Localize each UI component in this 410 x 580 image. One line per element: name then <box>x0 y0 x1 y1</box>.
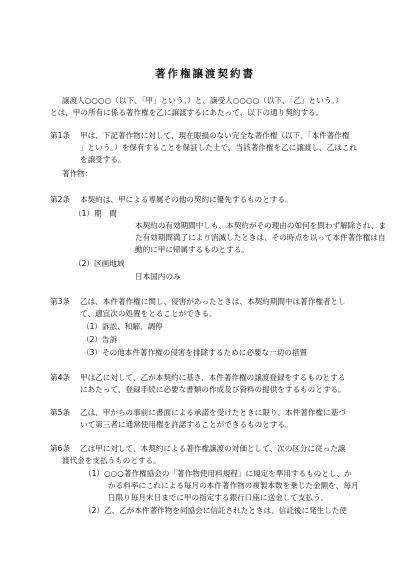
article-3-line-2: て、適宜次の処置をとることができる。 <box>80 309 217 318</box>
article-2-item-1-line-2: た有効期間満了により消滅したときは、その時点を以って本件著作権は自 <box>135 233 386 242</box>
article-2-text: 本契約は、甲による専属その他の契約に優先するものとする。 <box>80 195 293 204</box>
article-1-text-1: 甲は、下記著作物に対して、現在眼損のない完全な著作権（以下、「本件著作権 <box>80 131 350 140</box>
article-6-line-1 <box>50 443 345 456</box>
article-2-item-2-text: 日本国内のみ <box>135 272 181 281</box>
article-5-line-1 <box>50 407 346 420</box>
document-title: 著作権譲渡契約書 <box>155 68 255 80</box>
article-6-item-1-line-3: 日限り毎月末日までに甲の指定する銀行口座に送金して支払う。 <box>108 493 329 502</box>
article-4-line-2: にあたって、登録手続に必要な書類の作成及び資料の提供をするものとする。 <box>80 385 346 394</box>
article-6-item-2-line-1: （2）乙、乙が本件著作物を同協会に信託されたときは、信託後に発生した使 <box>84 506 348 515</box>
work-label: 著作物： <box>62 169 93 178</box>
article-2-item-1-line-3: 動的に甲に帰属するものとする。 <box>135 245 249 254</box>
article-3-item-3: （3）その他本件著作権の侵害を排除するために必要な一切の措置 <box>82 348 308 357</box>
article-2-item-1-label: （1）期 間 <box>74 209 117 218</box>
article-2-item-1-line-1: 本契約の有効期間中しも、本契約がその理由の如何を問わず解除され、ま <box>135 221 387 230</box>
article-3-item-2: （2）告訴 <box>82 335 118 344</box>
article-2-label: 第2条 <box>50 195 71 204</box>
article-5-label: 第5条 <box>50 408 71 417</box>
article-1-line-2: 」という。）を保有することを保証した上で、当該著作権を乙に譲渡し、乙はこれ <box>80 143 358 152</box>
article-1-label: 第1条 <box>50 131 71 140</box>
article-3-text-1: 乙は、本件著作権に関し、侵害があったときは、本契約期間中は著作権者とし <box>80 297 346 306</box>
article-1-line-1 <box>50 130 349 143</box>
article-5-text-1: 乙は、甲からの事前に書面による承諾を受けたときに限り、本件著作権に基づ <box>80 408 346 417</box>
article-4-label: 第4条 <box>50 373 71 382</box>
preamble-line-1: 譲渡人○○○○（以下、「甲」という。）と、譲受人○○○○（以下、「乙」という。） <box>62 96 343 105</box>
preamble-line-2: とは、甲の所有に係る著作権を乙に譲渡するにあたって、以下の通り契約する。 <box>50 108 324 117</box>
article-5-line-2: いて第三者に通常使用権を許諾することができるものとする。 <box>80 420 293 429</box>
article-6-label: 第6条 <box>50 444 71 453</box>
article-3-item-1: （1）訴訟、和解、調停 <box>82 322 163 331</box>
article-4-line-1 <box>50 372 345 385</box>
article-3-label: 第3条 <box>50 297 71 306</box>
article-4-text-1: 甲は乙に対して、乙が本契約に基き、本件著作権の譲渡登録をするものとする <box>80 373 346 382</box>
article-6-item-1-line-1: （1）○○○著作権協会の「著作物使用料規程」に規定を準用するものとし、か <box>84 469 352 478</box>
article-3-line-1 <box>50 296 346 309</box>
article-2-item-2-label: （2）区画地域 <box>74 259 125 268</box>
article-1-line-3: を譲受する。 <box>80 155 126 164</box>
article-6-item-1-line-2: かる料率にこれによる毎月の本件著作物の複製本数を乗じた金額を、毎月 <box>108 481 359 490</box>
article-2-line <box>50 194 293 207</box>
article-6-text-1: 乙は甲に対して、本契約による著作権譲渡の対価として、次の区分に従った譲 <box>80 444 346 453</box>
article-6-line-2: 渡代金を支払うものとする。 <box>62 456 161 465</box>
